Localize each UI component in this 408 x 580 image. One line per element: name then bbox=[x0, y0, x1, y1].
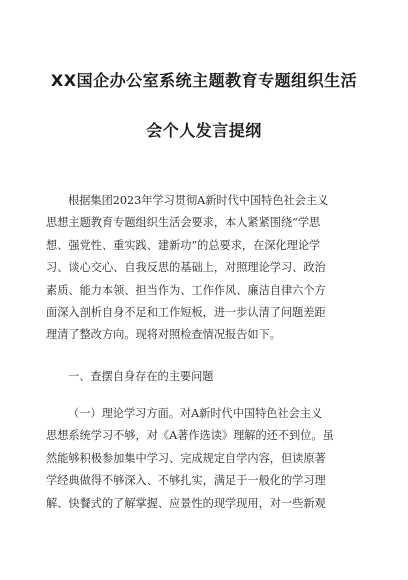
paragraph-line: 学经典做得不够深入、不够扎实，满足于一般化的学习理 bbox=[46, 474, 326, 488]
paragraph-line: 面深入剖析自身不足和工作短板，进一步认清了问题差距 bbox=[46, 306, 326, 320]
paragraph-line: 理清了整改方向。现将对照检查情况报告如下。 bbox=[46, 328, 281, 342]
paragraph-line: 素质、能力本领、担当作为、工作作风、廉洁自律六个方 bbox=[46, 283, 326, 297]
section-paragraph bbox=[46, 403, 362, 515]
paragraph-line: 思想主题教育专题组织生活会要求，本人紧紧围绕“学思 bbox=[46, 216, 321, 230]
document-title-line-2: 会个人发言提纲 bbox=[146, 121, 262, 140]
document-title-line-1: XX国企办公室系统主题教育专题组织生活 bbox=[50, 71, 358, 90]
paragraph-line: （一）理论学习方面。对A新时代中国特色社会主义 bbox=[68, 407, 323, 420]
paragraph-line: 然能够积极参加集中学习、完成规定自学内容，但读原著 bbox=[46, 451, 326, 465]
paragraph-line: 解、快餐式的了解掌握、应景性的现学现用，对一些新观 bbox=[46, 496, 326, 510]
paragraph-line: 想、强党性、重实践、建新功”的总要求，在深化理论学 bbox=[46, 238, 321, 252]
paragraph-line: 习、谈心交心、自我反思的基础上，对照理论学习、政治 bbox=[46, 261, 326, 275]
intro-paragraph bbox=[46, 190, 362, 347]
section-heading: 一、查摆自身存在的主要问题 bbox=[68, 370, 214, 383]
paragraph-line: 根据集团2023年学习贯彻A新时代中国特色社会主义 bbox=[68, 194, 329, 207]
paragraph-line: 思想系统学习不够，对《A著作选读》理解的还不到位。虽 bbox=[46, 429, 334, 443]
